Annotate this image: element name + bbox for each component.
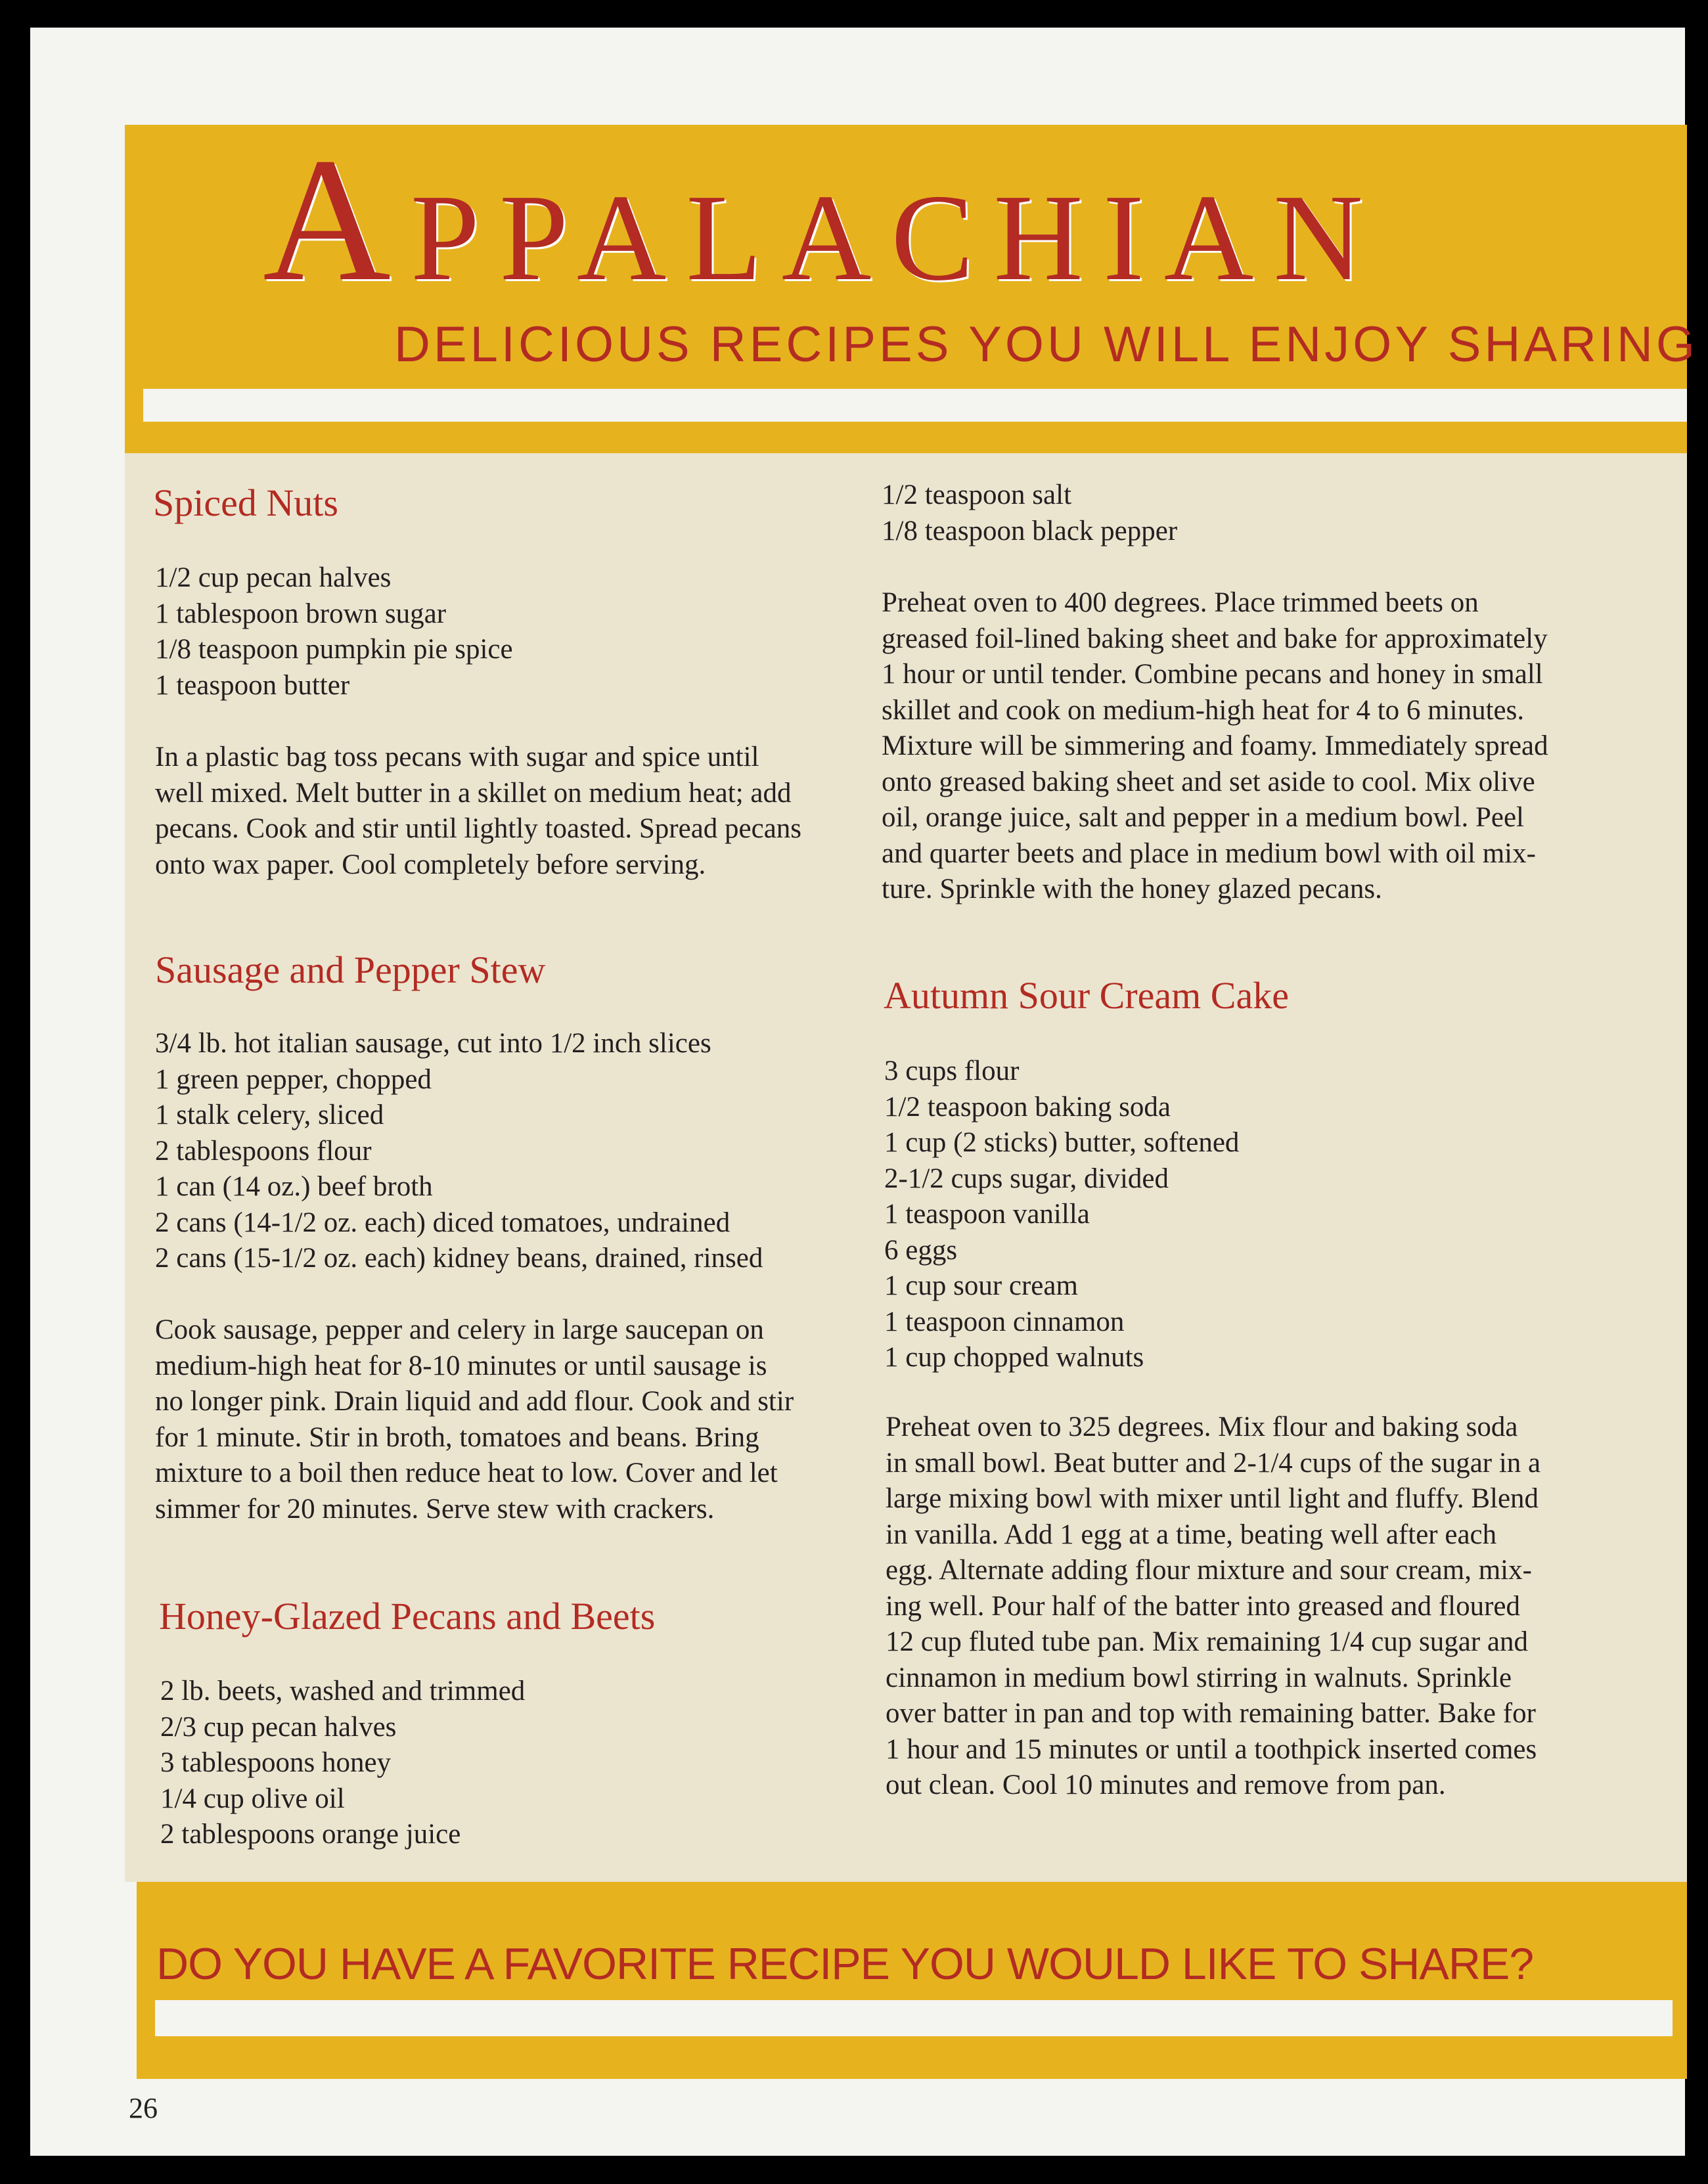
- ingredients-sausage-stew: [155, 1026, 763, 1277]
- text-line: in small bowl. Beat butter and 2-1/4 cups of the sugar in a: [886, 1447, 1541, 1479]
- page-title: Appalachian: [263, 122, 1383, 318]
- text-line: 2-1/2 cups sugar, divided: [884, 1163, 1169, 1194]
- text-line: onto wax paper. Cool completely before serving.: [155, 849, 706, 880]
- ingredients-honey-pecans-continued: [882, 478, 1177, 549]
- page-subtitle: DELICIOUS RECIPES YOU WILL ENJOY SHARING: [394, 317, 1699, 372]
- text-line: 2 lb. beets, washed and trimmed: [160, 1676, 526, 1706]
- text-line: 3/4 lb. hot italian sausage, cut into 1/2 inch slices: [155, 1028, 711, 1059]
- text-line: 1/8 teaspoon pumpkin pie spice: [155, 634, 513, 665]
- text-line: 2 cans (15-1/2 oz. each) kidney beans, drained, rinsed: [155, 1243, 763, 1274]
- text-line: cinnamon in medium bowl stirring in walnuts. Sprinkle: [886, 1662, 1512, 1693]
- text-line: 2 cans (14-1/2 oz. each) diced tomatoes, undrained: [155, 1207, 730, 1238]
- ingredients-spiced-nuts: [155, 560, 513, 703]
- text-line: egg. Alternate adding flour mixture and sour cream, mix-: [886, 1555, 1532, 1586]
- text-line: Preheat oven to 400 degrees. Place trimmed beets on: [882, 587, 1479, 618]
- text-line: 3 cups flour: [884, 1056, 1020, 1086]
- text-line: mixture to a boil then reduce heat to low. Cover and let: [155, 1458, 778, 1488]
- text-line: medium-high heat for 8-10 minutes or until sausage is: [155, 1350, 767, 1381]
- text-line: 1/4 cup olive oil: [160, 1783, 345, 1814]
- text-line: 12 cup fluted tube pan. Mix remaining 1/4 cup sugar and: [886, 1626, 1529, 1657]
- text-line: out clean. Cool 10 minutes and remove from pan.: [886, 1770, 1446, 1800]
- text-line: Cook sausage, pepper and celery in large saucepan on: [155, 1314, 764, 1345]
- text-line: 1 hour or until tender. Combine pecans and honey in small: [882, 659, 1543, 690]
- text-line: pecans. Cook and stir until lightly toasted. Spread pecans: [155, 813, 802, 844]
- text-line: oil, orange juice, salt and pepper in a medium bowl. Peel: [882, 802, 1524, 833]
- text-line: 1 hour and 15 minutes or until a toothpick inserted comes: [886, 1733, 1537, 1765]
- text-line: ture. Sprinkle with the honey glazed pecans.: [882, 874, 1382, 904]
- header-stripe: [143, 389, 1687, 422]
- text-line: 1/8 teaspoon black pepper: [882, 515, 1178, 546]
- text-line: skillet and cook on medium-high heat for 4 to 6 minutes.: [882, 694, 1525, 726]
- text-line: 3 tablespoons honey: [160, 1747, 392, 1778]
- text-line: 1 cup (2 sticks) butter, softened: [884, 1127, 1240, 1158]
- text-line: In a plastic bag toss pecans with sugar and spice until: [155, 742, 759, 772]
- page-number: 26: [129, 2092, 158, 2124]
- text-line: onto greased baking sheet and set aside to cool. Mix olive: [882, 766, 1535, 797]
- text-line: 1/2 teaspoon salt: [882, 479, 1072, 510]
- text-line: large mixing bowl with mixer until light and fluffy. Blend: [886, 1483, 1539, 1514]
- text-line: greased foil-lined baking sheet and bake for approximately: [882, 623, 1548, 654]
- ingredients-honey-pecans: [160, 1674, 525, 1853]
- text-line: and quarter beets and place in medium bowl with oil mix-: [882, 837, 1536, 869]
- text-line: 1 can (14 oz.) beef broth: [155, 1171, 433, 1202]
- text-line: Mixture will be simmering and foamy. Immediately spread: [882, 730, 1548, 761]
- text-line: 1/2 cup pecan halves: [155, 562, 392, 593]
- recipe-title-honey-pecans: Honey-Glazed Pecans and Beets: [159, 1595, 656, 1638]
- text-line: ing well. Pour half of the batter into greased and floured: [886, 1590, 1521, 1622]
- text-line: 2 tablespoons orange juice: [160, 1819, 461, 1850]
- recipe-title-sour-cream-cake: Autumn Sour Cream Cake: [884, 974, 1289, 1017]
- ingredients-sour-cream-cake: [884, 1054, 1239, 1376]
- directions-spiced-nuts: [155, 740, 801, 883]
- text-line: no longer pink. Drain liquid and add flour. Cook and stir: [155, 1386, 794, 1417]
- footer-heading: DO YOU HAVE A FAVORITE RECIPE YOU WOULD LIKE TO SHARE?: [156, 1939, 1534, 1989]
- text-line: over batter in pan and top with remaining batter. Bake for: [886, 1698, 1536, 1729]
- directions-honey-pecans: [882, 585, 1548, 908]
- recipe-title-spiced-nuts: Spiced Nuts: [153, 481, 338, 524]
- text-line: 1 green pepper, chopped: [155, 1063, 432, 1095]
- text-line: 1 stalk celery, sliced: [155, 1100, 384, 1130]
- text-line: 1/2 teaspoon baking soda: [884, 1091, 1171, 1123]
- text-line: 1 cup chopped walnuts: [884, 1342, 1144, 1373]
- text-line: 6 eggs: [884, 1234, 958, 1266]
- text-line: 1 cup sour cream: [884, 1270, 1078, 1301]
- text-line: 1 teaspoon cinnamon: [884, 1306, 1125, 1337]
- footer-stripe: [155, 2000, 1673, 2036]
- recipe-title-sausage-stew: Sausage and Pepper Stew: [155, 948, 546, 991]
- text-line: 1 teaspoon butter: [155, 669, 350, 701]
- text-line: 2/3 cup pecan halves: [160, 1711, 397, 1743]
- text-line: simmer for 20 minutes. Serve stew with crackers.: [155, 1493, 715, 1525]
- text-line: well mixed. Melt butter in a skillet on medium heat; add: [155, 777, 792, 809]
- directions-sausage-stew: [155, 1312, 794, 1527]
- text-line: 1 teaspoon vanilla: [884, 1199, 1090, 1230]
- text-line: in vanilla. Add 1 egg at a time, beating well after each: [886, 1519, 1497, 1550]
- text-line: Preheat oven to 325 degrees. Mix flour and baking soda: [886, 1412, 1518, 1442]
- text-line: 1 tablespoon brown sugar: [155, 598, 447, 629]
- text-line: 2 tablespoons flour: [155, 1135, 372, 1167]
- directions-sour-cream-cake: [886, 1410, 1540, 1804]
- text-line: for 1 minute. Stir in broth, tomatoes and beans. Bring: [155, 1421, 759, 1453]
